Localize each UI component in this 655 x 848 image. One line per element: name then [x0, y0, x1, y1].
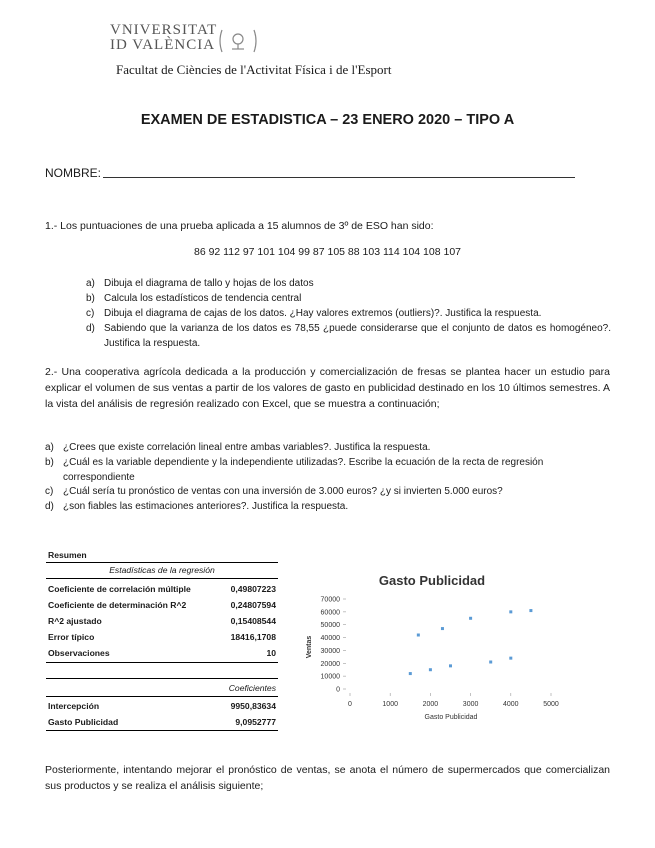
- item-text: ¿son fiables las estimaciones anteriores?. Justifica la respuesta.: [63, 501, 349, 512]
- chart-title: Gasto Publicidad: [378, 573, 486, 588]
- question-2-item-a: [45, 440, 610, 455]
- item-label: b): [86, 293, 95, 304]
- item-text: ¿Cuál sería tu pronóstico de ventas con una inversión de 3.000 euros? ¿y si invierten 5.000 euros?: [63, 486, 503, 497]
- x-tick-label: 1000: [382, 701, 398, 708]
- stat-value: 0,15408544: [230, 616, 276, 626]
- question-1-item-c: [86, 306, 611, 321]
- y-tick-label: 70000: [320, 596, 340, 604]
- data-point: [429, 668, 432, 671]
- stat-name: Coeficiente de correlación múltiple: [48, 584, 191, 594]
- coef-name: Gasto Publicidad: [48, 717, 119, 727]
- scatter-chart: [300, 565, 585, 725]
- table-title-row: [46, 548, 278, 562]
- stat-value: 10: [266, 648, 276, 658]
- table-divider: [46, 678, 278, 679]
- data-point: [529, 609, 532, 612]
- y-tick-label: 0: [336, 686, 340, 694]
- stat-name: R^2 ajustado: [48, 616, 102, 626]
- question-1-intro: 1.- Los puntuaciones de una prueba aplicada a 15 alumnos de 3º de ESO han sido:: [45, 220, 434, 232]
- x-tick-label: 2000: [422, 701, 439, 708]
- question-1-data: 86 92 112 97 101 104 99 87 105 88 103 114 104 108 107: [193, 246, 462, 258]
- y-tick-label: 50000: [320, 622, 340, 630]
- table-section-header: Estadísticas de la regresión: [109, 565, 215, 575]
- item-text: Sabiendo que la varianza de los datos es 78,55 ¿puede considerarse que el conjunto de datos es homogéneo?. Justifica la respuesta.: [104, 323, 611, 349]
- item-text: Dibuja el diagrama de tallo y hojas de los datos: [104, 278, 314, 289]
- coef-value: 9,0952777: [235, 717, 276, 727]
- table-divider: [46, 730, 278, 731]
- name-field-line: [103, 177, 575, 178]
- item-label: a): [86, 278, 95, 289]
- coefficients-header: Coeficientes: [228, 683, 276, 693]
- data-point: [449, 664, 452, 667]
- x-axis-label: Gasto Publicidad: [424, 714, 478, 721]
- item-label: b): [45, 457, 54, 468]
- closing-paragraph: Posteriormente, intentando mejorar el pronóstico de ventas, se anota el número de supermercados que comercializan sus productos y se realiza el análisis siguiente;: [45, 764, 610, 792]
- university-name-line2: ID VALÈNCIA: [110, 37, 216, 53]
- item-label: a): [45, 442, 54, 453]
- exam-title: EXAMEN DE ESTADISTICA – 23 ENERO 2020 – TIPO A: [140, 112, 515, 128]
- name-label: NOMBRE:: [45, 166, 102, 180]
- y-tick-label: 30000: [320, 647, 340, 655]
- y-tick-label: 60000: [320, 609, 340, 617]
- table-row: [46, 630, 278, 644]
- stat-name: Error típico: [48, 632, 95, 642]
- question-2-item-b: [45, 455, 610, 485]
- university-seal-icon: [218, 27, 258, 55]
- item-label: c): [86, 308, 95, 319]
- item-label: d): [45, 501, 54, 512]
- stat-name: Coeficiente de determinación R^2: [48, 600, 187, 610]
- item-label: c): [45, 486, 54, 497]
- y-tick-labels: [321, 597, 346, 694]
- university-name-line1: VNIVERSITAT: [110, 22, 218, 38]
- faculty-name: Facultat de Ciències de l'Activitat Física i de l'Esport: [116, 62, 392, 77]
- item-text: ¿Cuál es la variable dependiente y la independiente utilizadas?. Escribe la ecuación de la recta de regresión correspondiente: [63, 457, 544, 483]
- table-row: [46, 715, 278, 729]
- item-label: d): [86, 323, 95, 334]
- data-point: [509, 657, 512, 660]
- question-1-item-b: [86, 291, 611, 306]
- table-title: Resumen: [48, 550, 87, 560]
- table-row: [46, 614, 278, 628]
- stat-value: 18416,1708: [230, 632, 276, 642]
- table-divider: [46, 696, 278, 697]
- table-row: [46, 646, 278, 660]
- data-point: [441, 627, 444, 630]
- table-divider: [46, 578, 278, 579]
- x-tick-labels: [348, 693, 559, 708]
- question-2-item-c: [45, 484, 610, 499]
- x-tick-label: 3000: [462, 701, 479, 708]
- coef-name: Intercepción: [48, 701, 100, 711]
- data-point: [489, 661, 492, 664]
- question-1-item-a: [86, 276, 611, 291]
- stat-name: Observaciones: [48, 648, 110, 658]
- question-2-item-d: [45, 499, 610, 514]
- stat-value: 0,49807223: [230, 584, 276, 594]
- y-tick-label: 20000: [320, 660, 340, 668]
- x-tick-label: 5000: [543, 701, 559, 708]
- y-axis-label: Ventas: [306, 635, 313, 659]
- item-text: Calcula los estadísticos de tendencia central: [104, 293, 302, 304]
- data-point: [469, 617, 472, 620]
- table-divider: [46, 662, 278, 663]
- item-text: Dibuja el diagrama de cajas de los datos. ¿Hay valores extremos (outliers)?. Justifica la respuesta.: [104, 308, 542, 319]
- coef-value: 9950,83634: [230, 701, 276, 711]
- item-text: ¿Crees que existe correlación lineal entre ambas variables?. Justifica la respuesta.: [63, 442, 431, 453]
- data-points: [409, 609, 533, 675]
- x-tick-label: 0: [348, 701, 352, 708]
- y-tick-label: 10000: [320, 673, 340, 681]
- data-point: [509, 610, 512, 613]
- y-tick-label: 40000: [320, 635, 340, 643]
- data-point: [417, 634, 420, 637]
- question-1-item-d: [86, 321, 611, 351]
- table-row: [46, 699, 278, 713]
- table-row: [46, 582, 278, 596]
- x-tick-label: 4000: [503, 701, 519, 708]
- question-2-intro: 2.- Una cooperativa agrícola dedicada a la producción y comercialización de fresas se plantea hacer un estudio para explicar el volumen de sus ventas a partir de los valores de gasto en publicidad destinado en los 10 últimos semestres. A la vista del análisis de regresión realizado con Excel, que se muestra a continuación;: [45, 366, 610, 410]
- stat-value: 0,24807594: [230, 600, 276, 610]
- data-point: [409, 672, 412, 675]
- table-row: [46, 598, 278, 612]
